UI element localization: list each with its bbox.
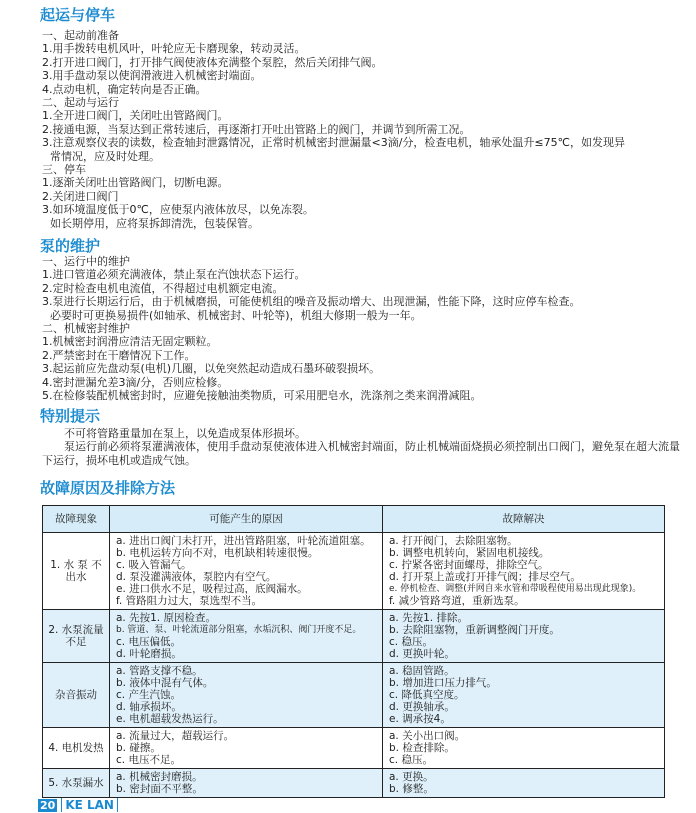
notice-paragraph: 不可将管路重量加在泵上，以免造成泵体形损坏。 — [64, 427, 306, 440]
solutions-cell — [383, 610, 665, 663]
text-line: 3.用手盘动泵以使润滑液进入机械密封端面。 — [42, 69, 262, 83]
causes-cell — [110, 728, 383, 769]
list-item: e. 进口供水不足，吸程过高，底阀漏水。 — [116, 583, 308, 595]
list-item: d. 更换轴承。 — [389, 701, 455, 713]
symptom-cell: 1. 水 泵 不出水 — [43, 533, 110, 610]
list-item: e. 电机超载发热运行。 — [116, 713, 224, 725]
table-row — [43, 769, 665, 798]
notice-content — [42, 427, 682, 467]
list-item: d. 打开泵上盖或打开排气阀；排尽空气。 — [389, 571, 581, 583]
text-line: 如长期停用，应将泵拆卸清洗，包装保管。 — [50, 216, 259, 230]
section-title-maintenance: 泵的维护 — [40, 237, 101, 255]
list-item: b. 去除阻塞物，重新调整阀门开度。 — [389, 624, 560, 636]
list-item: b. 电机运转方向不对，电机缺相转速很慢。 — [116, 547, 319, 559]
list-item: a. 更换。 — [389, 771, 434, 783]
section-title-troubleshooting: 故障原因及排除方法 — [40, 479, 176, 497]
list-item: b. 检查排除。 — [389, 742, 455, 754]
page-number: 20 — [40, 798, 56, 812]
text-line: 1.用手拨转电机风叶，叶轮应无卡磨现象，转动灵活。 — [42, 42, 306, 56]
list-item: a. 管路支撑不稳。 — [116, 665, 203, 677]
table-row — [43, 610, 665, 663]
solutions-cell — [383, 769, 665, 798]
list-item: a. 流量过大，超载运行。 — [116, 730, 235, 742]
text-line: 3.起运前应先盘动泵(电机)几圈，以免突然起动造成石墨环破裂损坏。 — [42, 362, 381, 376]
list-item: b. 调整电机转向，紧固电机接线。 — [389, 547, 550, 559]
list-item: a. 稳固管路。 — [389, 665, 455, 677]
table-row — [43, 728, 665, 769]
table-row — [43, 533, 665, 610]
text-line: 3.如环境温度低于0℃，应使泵内液体放尽，以免冻裂。 — [42, 203, 314, 217]
text-line: 1.逐渐关闭吐出管路阀门，切断电源。 — [42, 176, 229, 190]
section-title-start-stop: 起运与停车 — [40, 6, 116, 24]
text-line: 2.定时检查电机电流值，不得超过电机额定电流。 — [42, 281, 284, 295]
causes-cell — [110, 769, 383, 798]
list-item: e. 停机检查、调整(并网自来水管和带吸程使用易出现此现象)。 — [389, 584, 642, 594]
symptom-cell: 4. 电机发热 — [43, 728, 110, 769]
list-item: a. 打开阀门，去除阻塞物。 — [389, 535, 518, 547]
maintenance-content — [42, 255, 682, 402]
notice-paragraph: 泵运行前必须将泵灌满液体，使用手盘动泵使液体进入机械密封端面，防止机械端面烧损必须控制出口阀门，避免泵在超大流量下运行，损坏电机或造成气蚀。 — [42, 440, 680, 467]
col-header-solutions: 故障解决 — [383, 506, 665, 533]
solutions-cell — [383, 663, 665, 728]
start-stop-content — [42, 29, 682, 230]
list-item: d. 更换叶轮。 — [389, 648, 455, 660]
list-item: a. 关小出口阀。 — [389, 730, 466, 742]
text-line: 3.泵进行长期运行后，由于机械磨损，可能使机组的噪音及振动增大、出现泄漏，性能下降，这时应停车检查。 — [42, 295, 581, 309]
list-item: c. 电压偏低。 — [116, 636, 181, 648]
text-line: 1.全开进口阀门，关闭吐出管路阀门。 — [42, 109, 229, 123]
list-item: c. 产生汽蚀。 — [116, 689, 181, 701]
list-item: f. 管路阻力过大，泵选型不当。 — [116, 595, 263, 607]
text-line: 一、起动前准备 — [42, 29, 119, 42]
text-line: 3.注意观察仪表的读数，检查轴封泄露情况，正常时机械密封泄漏量<3滴/分，检查电机，轴承处温升≤75℃，如发现异 — [42, 136, 625, 150]
col-header-causes: 可能产生的原因 — [110, 506, 383, 533]
text-line: 1.机械密封润滑应清洁无固定颗粒。 — [42, 335, 218, 349]
text-line: 2.关闭进口阀门 — [42, 189, 119, 203]
list-item: c. 吸入管漏气。 — [116, 559, 192, 571]
text-line: 2.打开进口阀门，打开排气阀使液体充满整个泵腔，然后关闭排气阀。 — [42, 55, 383, 69]
solutions-cell — [383, 728, 665, 769]
page-footer — [38, 798, 118, 812]
list-item: b. 管道、泵、叶轮流道部分阻塞，水垢沉积、阀门开度不足。 — [116, 625, 362, 635]
list-item: b. 密封面不平整。 — [116, 783, 203, 795]
list-item: d. 轴承损坏。 — [116, 701, 182, 713]
symptom-cell: 5. 水泵漏水 — [43, 769, 110, 798]
list-item: f. 减少管路弯道，重新选泵。 — [389, 595, 525, 607]
list-item: c. 拧紧各密封面螺母，排除空气。 — [389, 559, 549, 571]
list-item: a. 机械密封磨损。 — [116, 771, 203, 783]
list-item: b. 液体中混有气体。 — [116, 677, 214, 689]
list-item: c. 降低真空度。 — [389, 689, 465, 701]
solutions-cell — [383, 533, 665, 610]
text-line: 必要时可更换易损件(如轴承、机械密封、叶轮等)，机组大修期一般为一年。 — [50, 308, 422, 322]
list-item: c. 电压不足。 — [116, 754, 181, 766]
text-line: 4.密封泄漏允差3滴/分，否则应检修。 — [42, 375, 229, 389]
causes-cell — [110, 663, 383, 728]
list-item: d. 叶轮磨损。 — [116, 648, 182, 660]
symptom-cell: 杂音振动 — [43, 663, 110, 728]
list-item: e. 调承按4。 — [389, 713, 451, 725]
causes-cell — [110, 610, 383, 663]
text-line: 一、运行中的维护 — [42, 255, 130, 268]
section-title-notice: 特别提示 — [40, 407, 101, 425]
list-item: c. 稳压。 — [389, 636, 433, 648]
text-line: 二、起动与运行 — [42, 96, 119, 110]
list-item: b. 修整。 — [389, 783, 434, 795]
text-line: 5.在检修装配机械密封时，应避免接触油类物质，可采用肥皂水，洗涤剂之类来润滑减阻。 — [42, 389, 482, 403]
list-item: d. 泵没灌满液体，泵腔内有空气。 — [116, 571, 277, 583]
list-item: b. 增加进口压力排气。 — [389, 677, 497, 689]
text-line: 常情况，应及时处理。 — [50, 149, 160, 163]
list-item: a. 先按1. 排除。 — [389, 612, 468, 624]
causes-cell — [110, 533, 383, 610]
troubleshooting-table — [42, 505, 665, 798]
text-line: 2.接通电源，当泵达到正常转速后，再逐渐打开吐出管路上的阀门，并调节到所需工况。 — [42, 122, 471, 136]
text-line: 1.进口管道必须充满液体，禁止泵在汽蚀状态下运行。 — [42, 268, 306, 282]
text-line: 4.点动电机，确定转向是否正确。 — [42, 82, 207, 96]
list-item: a. 先按1. 原因检查。 — [116, 612, 216, 624]
symptom-cell: 2. 水泵流量不足 — [43, 610, 110, 663]
col-header-symptom: 故障现象 — [43, 506, 110, 533]
table-row — [43, 663, 665, 728]
text-line: 2.严禁密封在干磨情况下工作。 — [42, 348, 196, 362]
list-item: b. 碰擦。 — [116, 742, 161, 754]
list-item: a. 进出口阀门未打开，进出管路阻塞，叶轮流道阻塞。 — [116, 535, 371, 547]
text-line: 三、停车 — [42, 163, 86, 177]
text-line: 二、机械密封维护 — [42, 322, 130, 336]
list-item: c. 稳压。 — [389, 754, 433, 766]
brand-name: KE LAN — [61, 798, 118, 812]
